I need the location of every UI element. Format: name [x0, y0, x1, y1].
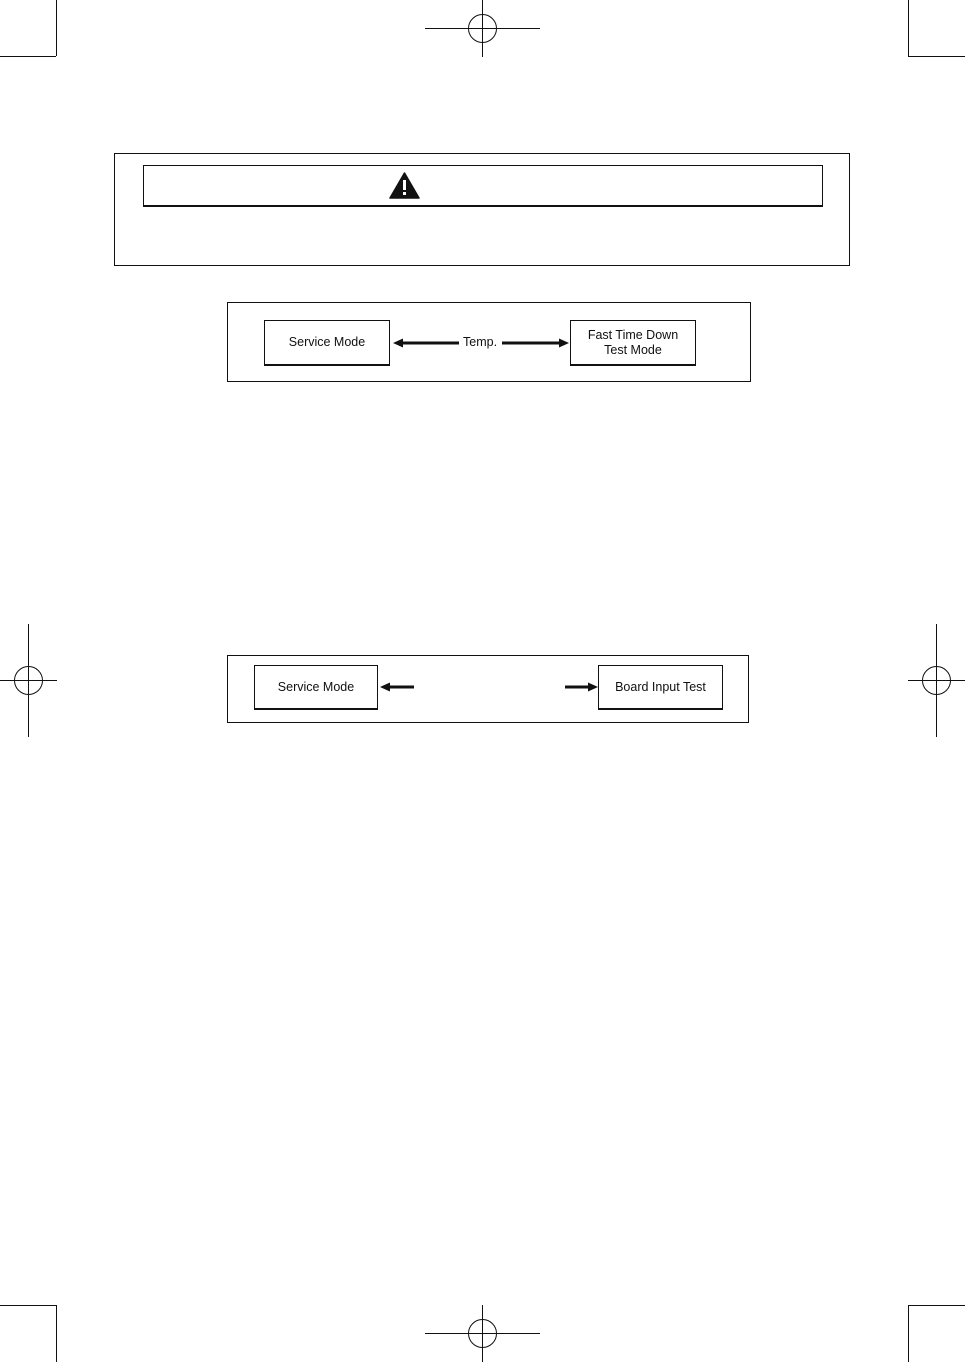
caution-panel [114, 153, 850, 266]
warning-triangle-icon [389, 172, 420, 199]
registration-target-top [425, 0, 540, 57]
arrow-right-icon [502, 338, 569, 348]
crop-mark-bottom-left-h [0, 1305, 56, 1306]
crop-mark-top-left-h [0, 56, 56, 57]
test-mode-label: Test Mode [604, 342, 662, 357]
service-mode-box [264, 320, 390, 366]
board-input-test-label: Board Input Test [615, 679, 706, 694]
board-input-test-box [598, 665, 723, 710]
registration-target-left [0, 624, 57, 737]
service-mode-label: Service Mode [288, 335, 366, 349]
registration-target-bottom [425, 1305, 540, 1362]
crop-mark-bottom-right-v [908, 1305, 909, 1362]
arrow-left-icon-2 [380, 682, 414, 692]
crop-mark-top-left-v [56, 0, 57, 56]
crop-mark-bottom-left-v [56, 1305, 57, 1362]
fast-time-down-label: Fast Time Down [587, 327, 679, 342]
arrow-left-icon [393, 338, 459, 348]
caution-header-bar [143, 165, 823, 207]
crop-mark-top-right-h [908, 56, 965, 57]
arrow-right-icon-2 [565, 682, 598, 692]
registration-target-right [908, 624, 965, 737]
crop-mark-bottom-right-h [908, 1305, 965, 1306]
diagram-service-to-board-input-test [227, 655, 749, 723]
service-mode-label-2: Service Mode [277, 679, 355, 694]
crop-mark-top-right-v [908, 0, 909, 56]
fast-time-down-test-mode-box [570, 320, 696, 366]
service-mode-box-2 [254, 665, 378, 710]
diagram-service-to-fast-time-down [227, 302, 751, 382]
temp-label: Temp. [463, 335, 498, 349]
